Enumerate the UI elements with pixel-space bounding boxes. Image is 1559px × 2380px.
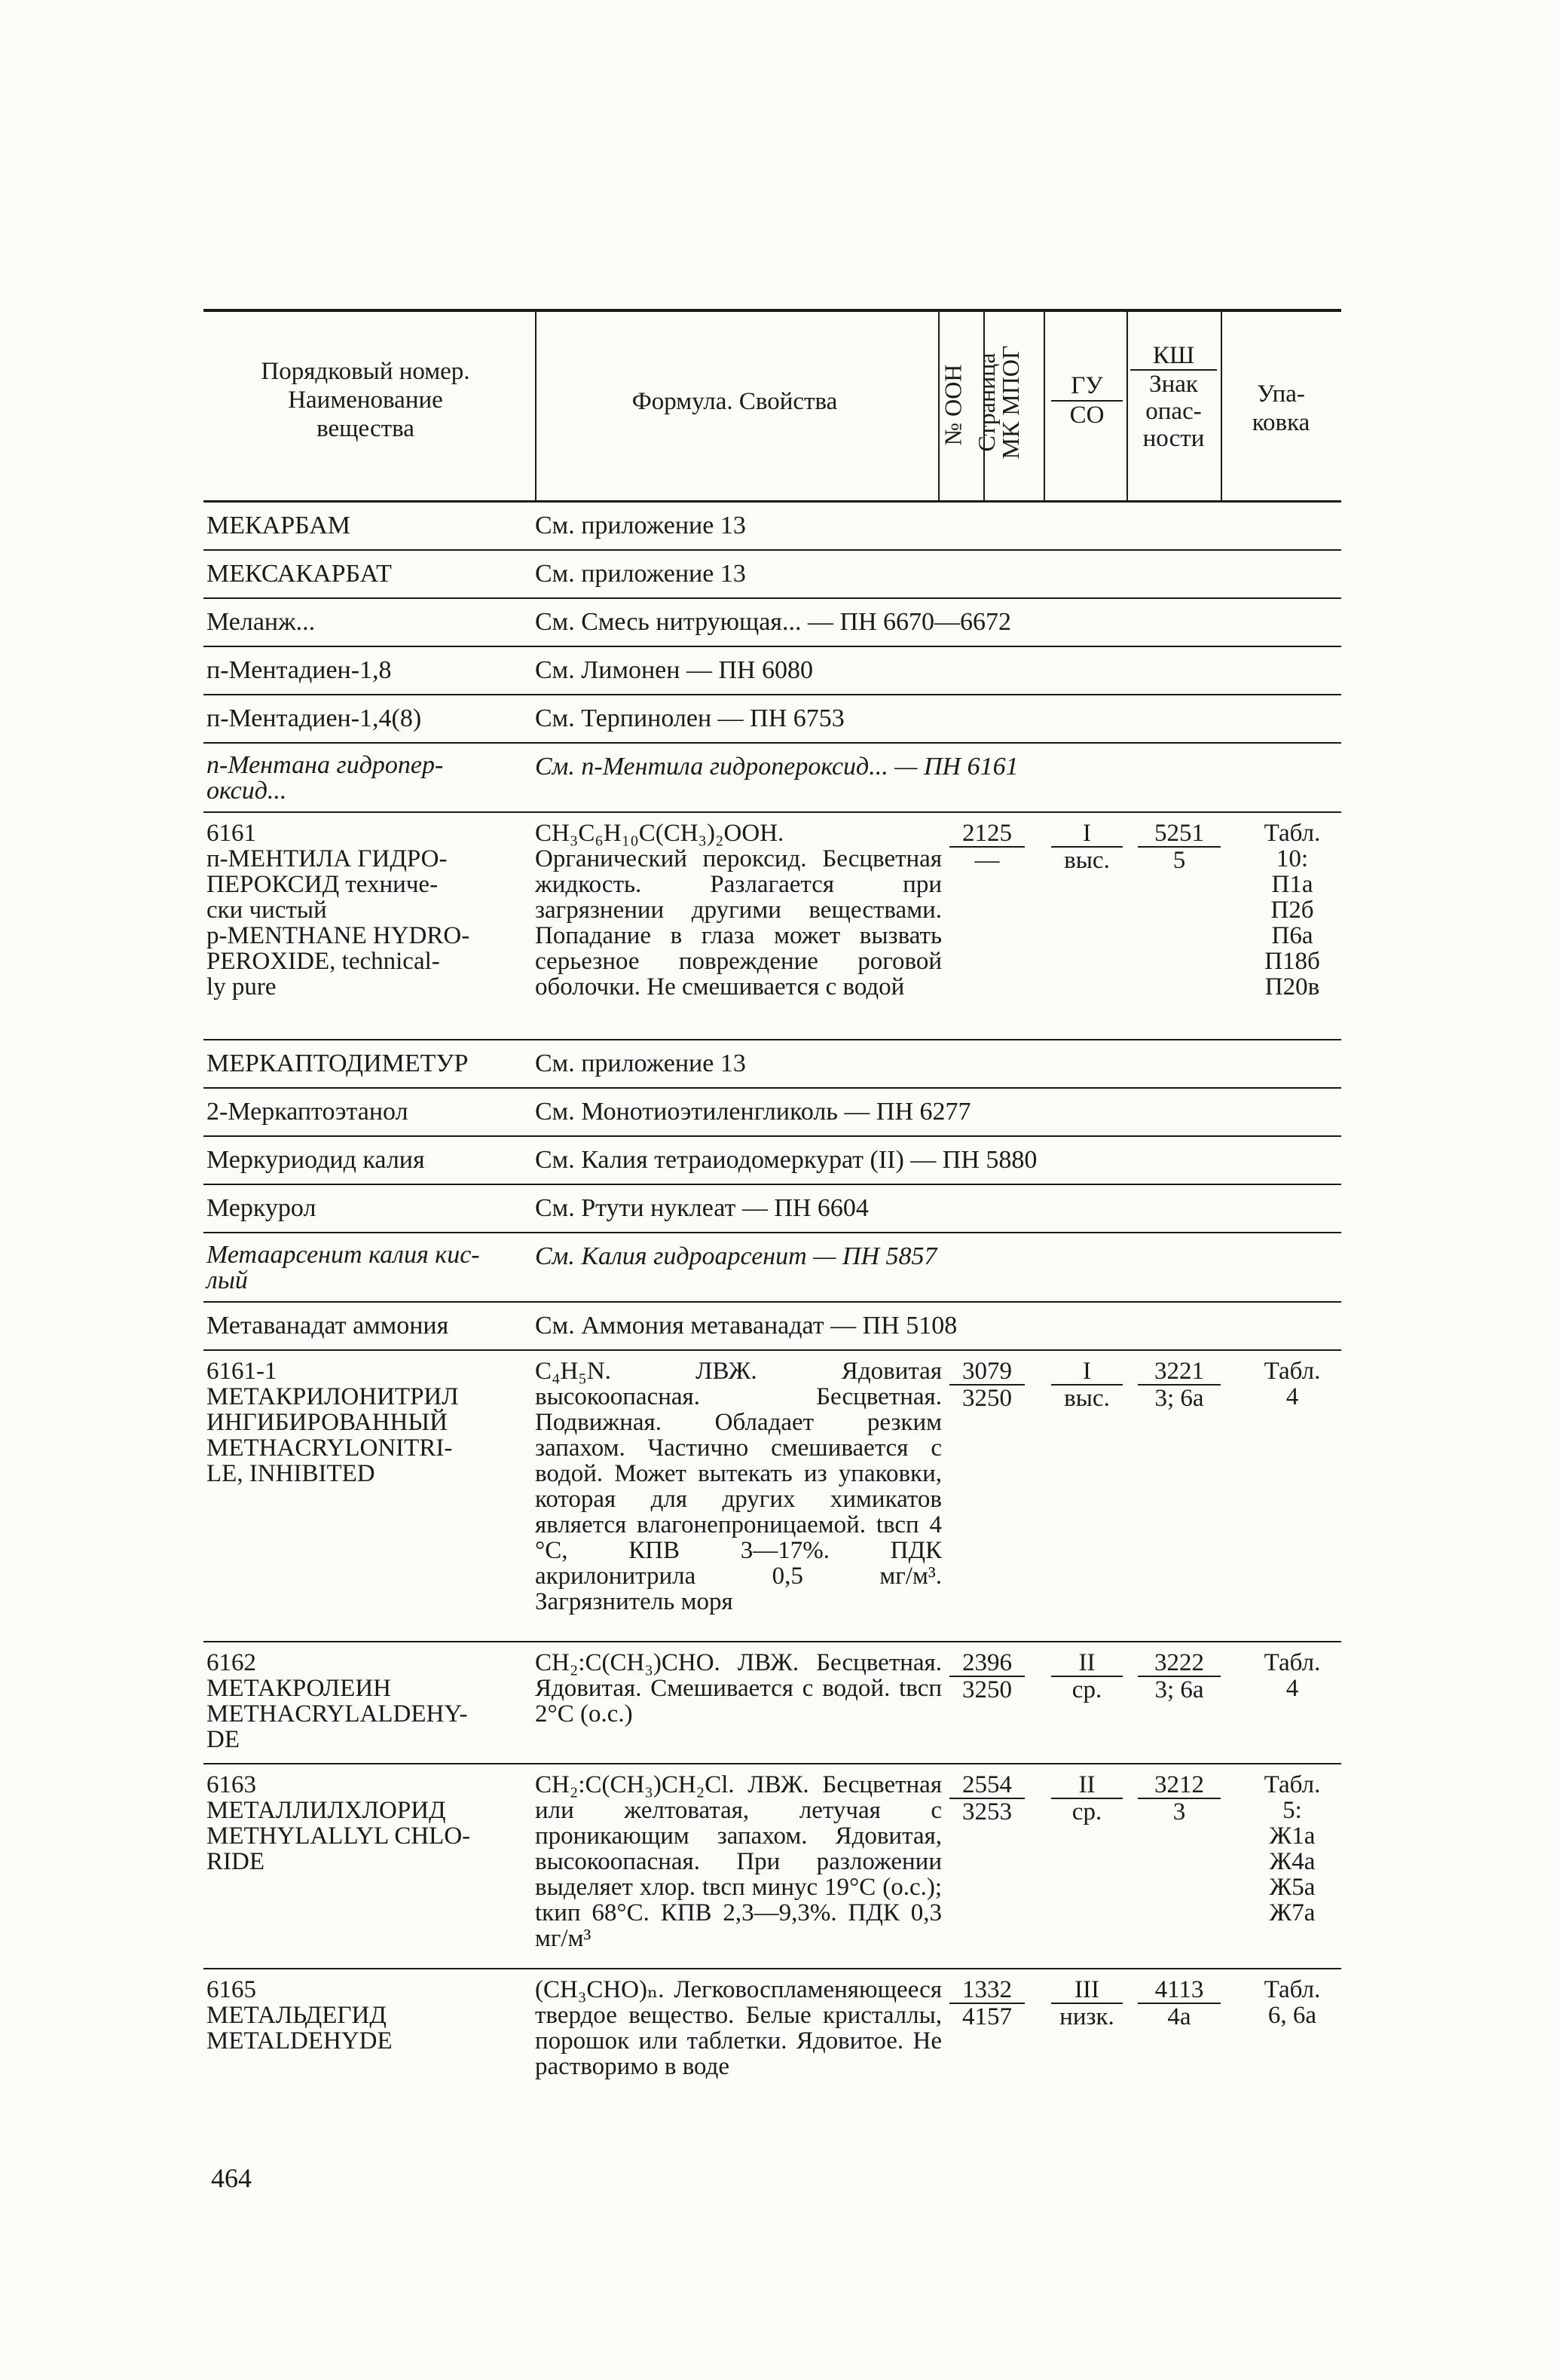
entry-ksh-sign — [1138, 1977, 1221, 2030]
entry-props: CH₃C₆H₁₀C(CH₃)₂OOH. Органический пероксид. Бесцветная жидкость. Разлагается при загрязнении другими веществами. Попадание в глаза может вызвать серьезное повреждение роговой оболочки. Не смешивается с водой — [535, 820, 942, 1001]
entry-sign: 4а — [1167, 2003, 1191, 2030]
page-number: 464 — [211, 2163, 252, 2193]
entry-name-line: DE — [206, 1726, 240, 1753]
entry-name — [206, 1977, 523, 2054]
pack-line: Ж4а — [1269, 1848, 1316, 1875]
entry-un: 2396 — [949, 1650, 1025, 1677]
header-col-name — [203, 357, 527, 443]
entry-sign: 3; 6а — [1154, 1676, 1204, 1703]
pack-line: 6, 6а — [1267, 2002, 1317, 2029]
header-sign-line: Знак — [1149, 371, 1198, 398]
entry-gu-co — [1051, 1772, 1123, 1825]
header-page-a: Страница — [973, 353, 1000, 452]
entry-name-line: МЕТАЛЛИЛХЛОРИД — [206, 1797, 446, 1824]
entry-name — [206, 1650, 523, 1752]
entry-number: 6161 — [206, 820, 256, 847]
entry-gu-co — [1051, 1977, 1123, 2030]
row-ref: См. Лимонен — ПН 6080 — [535, 656, 814, 684]
header-sign-line: ности — [1142, 425, 1205, 452]
entry-props: C₄H₅N. ЛВЖ. Ядовитая высокоопасная. Бесцветная. Подвижная. Обладает резким запахом. Частично смешивается с водой. Может вытекать из упаковки, которая для других химикатов является влагонепроницаемой. tвсп 4 °С, КПВ 3—17%. ПДК акрилонитрила 0,5 мг/м³. Загрязнитель моря — [535, 1358, 942, 1615]
table-row — [203, 1137, 1341, 1185]
entry-name — [206, 1358, 523, 1486]
row-ref: См. Терпинолен — ПН 6753 — [535, 704, 845, 732]
entry-ksh-sign — [1138, 1650, 1221, 1703]
header-col-gu — [1051, 372, 1123, 429]
row-ref: См. Ртути нуклеат — ПН 6604 — [535, 1194, 869, 1222]
row-ref: См. приложение 13 — [535, 560, 746, 588]
row-name: МЕКСАКАРБАТ — [206, 560, 392, 588]
entry-un-page — [949, 1358, 1025, 1411]
table-row — [203, 695, 1341, 744]
pack-line: Табл. — [1264, 1358, 1321, 1385]
header-col-ksh — [1130, 342, 1217, 452]
entry-sign: 3; 6а — [1154, 1385, 1204, 1412]
entry-name-line: LE, INHIBITED — [206, 1460, 375, 1487]
header-co: СО — [1069, 402, 1105, 429]
row-ref: См. приложение 13 — [535, 512, 746, 539]
entry-name-line: METHACRYLONITRI- — [206, 1434, 453, 1462]
pack-line: Табл. — [1264, 1976, 1321, 2003]
pack-line: Ж7а — [1269, 1899, 1316, 1926]
pack-line: 4 — [1285, 1383, 1299, 1410]
header-name-line: Порядковый номер. — [261, 358, 470, 385]
row-ref: См. Аммония метаванадат — ПН 5108 — [535, 1312, 958, 1340]
pack-line: 4 — [1285, 1675, 1299, 1702]
entry-pack — [1247, 1772, 1337, 1926]
pack-line: Ж1а — [1269, 1822, 1316, 1850]
entry-name-line: METHACRYLALDEHY- — [206, 1700, 468, 1728]
entry-co: выс. — [1064, 1385, 1110, 1412]
entry-ksh: 3222 — [1138, 1650, 1221, 1677]
header-page-b: МК МПОГ — [997, 345, 1024, 460]
entry-ksh-sign — [1138, 820, 1221, 873]
entry-page: — — [974, 847, 1000, 874]
entry-page: 3250 — [962, 1676, 1012, 1703]
entry-name-line: ПЕРОКСИД техниче- — [206, 871, 439, 898]
row-ref: См. п-Ментила гидропероксид... — ПН 6161 — [535, 753, 1019, 781]
entry-pack — [1247, 1650, 1337, 1701]
entry-pack — [1247, 1977, 1337, 2028]
row-name: Меркуриодид калия — [206, 1146, 425, 1174]
table-row — [203, 503, 1341, 551]
entry-un: 1332 — [949, 1977, 1025, 2004]
pack-line: Табл. — [1264, 1771, 1321, 1798]
table-row-6165 — [203, 1969, 1341, 2120]
pack-line: Табл. — [1264, 820, 1321, 847]
pack-line: П6а — [1271, 922, 1313, 949]
table-row — [203, 599, 1341, 647]
entry-un: 2125 — [949, 820, 1025, 848]
pack-line: П1а — [1271, 871, 1313, 898]
entry-sign: 3 — [1172, 1798, 1186, 1825]
table-row-6163 — [203, 1764, 1341, 1969]
entry-un: 3079 — [949, 1358, 1025, 1386]
entry-un-page — [949, 1977, 1025, 2030]
entry-name-line: RIDE — [206, 1848, 264, 1875]
header-col-pack — [1228, 380, 1334, 437]
entry-gu: I — [1051, 820, 1123, 848]
entry-ksh: 3221 — [1138, 1358, 1221, 1386]
table — [203, 309, 1341, 2120]
row-name: п-Ментана гидропер- оксид... — [206, 751, 444, 805]
entry-page: 3253 — [962, 1798, 1012, 1825]
entry-co: ср. — [1071, 1798, 1102, 1825]
entry-number: 6162 — [206, 1649, 256, 1676]
entry-co: низк. — [1059, 2003, 1114, 2030]
table-row — [203, 647, 1341, 695]
entry-props: CH₂:C(CH₃)CHO. ЛВЖ. Бесцветная. Ядовитая. Смешивается с водой. tвсп 2°С (о.с.) — [535, 1649, 942, 1728]
row-name: МЕКАРБАМ — [206, 512, 351, 539]
entry-name-line: PEROXIDE, technical- — [206, 948, 440, 975]
entry-name-line: p-MENTHANE HYDRO- — [206, 922, 470, 949]
entry-number: 6163 — [206, 1771, 256, 1798]
row-name: п-Ментадиен-1,4(8) — [206, 704, 422, 732]
pack-line: П18б — [1264, 948, 1320, 975]
entry-ksh-sign — [1138, 1358, 1221, 1411]
header-col-formula: Формула. Свойства — [631, 388, 838, 415]
entry-un-page — [949, 820, 1025, 873]
entry-co: ср. — [1071, 1676, 1102, 1703]
header-col-un: № ООН — [939, 364, 967, 446]
row-name: МЕРКАПТОДИМЕТУР — [206, 1049, 469, 1077]
header-pack-line: Упа- — [1257, 380, 1305, 408]
header-gu: ГУ — [1051, 372, 1123, 402]
table-row — [203, 1233, 1341, 1303]
row-ref: См. Монотиоэтиленгликоль — ПН 6277 — [535, 1098, 971, 1126]
entry-gu-co — [1051, 1358, 1123, 1411]
row-name: Меланж... — [206, 608, 316, 636]
entry-page: 4157 — [962, 2003, 1012, 2030]
table-row-6161-1 — [203, 1351, 1341, 1642]
entry-props: CH₂:C(CH₃)CH₂Cl. ЛВЖ. Бесцветная или желтоватая, летучая с проникающим запахом. Ядовитая, высокоопасная. При разложении выделяет хлор. tвсп минус 19°С (о.с.); tкип 68°С. КПВ 2,3—9,3%. ПДК 0,3 мг/м³ — [535, 1771, 942, 1952]
entry-name-line: МЕТАКРОЛЕИН — [206, 1675, 392, 1702]
table-row — [203, 1040, 1341, 1089]
row-name: Метаванадат аммония — [206, 1312, 449, 1340]
table-row-6162 — [203, 1642, 1341, 1764]
table-row — [203, 744, 1341, 813]
header-col-page — [974, 338, 1023, 466]
entry-name-line: METHYLALLYL CHLO- — [206, 1822, 471, 1850]
entry-gu-co — [1051, 1650, 1123, 1703]
row-ref: См. Калия гидроарсенит — ПН 5857 — [535, 1242, 937, 1270]
entry-pack — [1247, 820, 1337, 1000]
entry-ksh-sign — [1138, 1772, 1221, 1825]
entry-un-page — [949, 1650, 1025, 1703]
entry-sign: 5 — [1172, 847, 1186, 874]
entry-number: 6165 — [206, 1976, 256, 2003]
pack-line: Ж5а — [1269, 1874, 1316, 1901]
entry-ksh: 4113 — [1138, 1977, 1221, 2004]
pack-line: П20в — [1264, 973, 1320, 1001]
row-name: Меркурол — [206, 1194, 316, 1222]
entry-props: (CH₃CHO)ₙ. Легковоспламеняющееся твердое вещество. Белые кристаллы, порошок или таблетки. Ядовитое. Не растворимо в воде — [535, 1976, 942, 2080]
entry-name — [206, 1772, 523, 1874]
entry-ksh: 5251 — [1138, 820, 1221, 848]
entry-gu: II — [1051, 1772, 1123, 1799]
entry-gu-co — [1051, 820, 1123, 873]
entry-name-line: ly pure — [206, 973, 277, 1001]
table-row — [203, 1089, 1341, 1137]
table-row-6161 — [203, 813, 1341, 1040]
entry-name-line: ски чистый — [206, 897, 327, 924]
row-ref: См. приложение 13 — [535, 1049, 746, 1077]
entry-name-line: п-МЕНТИЛА ГИДРО- — [206, 845, 448, 872]
entry-ksh: 3212 — [1138, 1772, 1221, 1799]
header-name-line: вещества — [316, 415, 414, 442]
entry-un: 2554 — [949, 1772, 1025, 1799]
entry-page: 3250 — [962, 1385, 1012, 1412]
header-sign-line: опас- — [1145, 398, 1202, 425]
pack-line: Табл. — [1264, 1649, 1321, 1676]
header-ksh: КШ — [1130, 342, 1217, 371]
entry-name-line: ИНГИБИРОВАННЫЙ — [206, 1409, 448, 1436]
entry-gu: II — [1051, 1650, 1123, 1677]
entry-pack — [1247, 1358, 1337, 1410]
entry-co: выс. — [1064, 847, 1110, 874]
row-name: Метаарсенит калия кис- лый — [206, 1241, 480, 1294]
entry-gu: III — [1051, 1977, 1123, 2004]
pack-line: П2б — [1270, 897, 1314, 924]
header-pack-line: ковка — [1252, 409, 1310, 436]
row-name: 2-Меркаптоэтанол — [206, 1098, 408, 1126]
header-name-line: Наименование — [288, 386, 443, 414]
entry-number: 6161-1 — [206, 1358, 277, 1385]
entry-name-line: МЕТАЛЬДЕГИД — [206, 2002, 387, 2029]
table-row — [203, 551, 1341, 599]
table-row — [203, 1185, 1341, 1233]
table-header — [203, 309, 1341, 503]
row-ref: См. Смесь нитрующая... — ПН 6670—6672 — [535, 608, 1012, 636]
entry-un-page — [949, 1772, 1025, 1825]
entry-gu: I — [1051, 1358, 1123, 1386]
pack-line: 5: — [1282, 1797, 1302, 1824]
entry-name-line: METALDEHYDE — [206, 2027, 393, 2055]
entry-name-line: МЕТАКРИЛОНИТРИЛ — [206, 1383, 459, 1410]
pack-line: 10: — [1276, 845, 1309, 872]
row-name: п-Ментадиен-1,8 — [206, 656, 392, 684]
row-ref: См. Калия тетраиодомеркурат (II) — ПН 5880 — [535, 1146, 1038, 1174]
entry-name — [206, 820, 523, 1000]
table-row — [203, 1303, 1341, 1351]
